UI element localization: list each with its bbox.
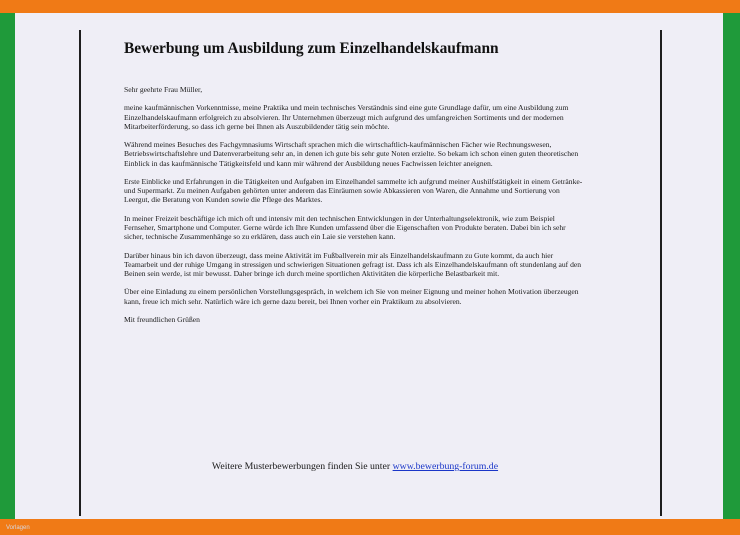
border-corner	[723, 519, 740, 535]
letter-title: Bewerbung um Ausbildung zum Einzelhandelskaufmann	[124, 40, 499, 58]
paragraph-intro: meine kaufmännischen Vorkenntnisse, meine Praktika und mein technisches Verständnis sind eine gute Grundlage dafür, um eine Ausbildung zum Einzelhandelskaufmann erfolgreich zu absolvieren. Ihr Unternehmen überzeugt mich aufgrund des umfangreichen Sortiments und der modernen Mitarbeiterförderung, so dass ich gerne bei Ihnen als Auszubildender tätig sein möchte.	[124, 103, 569, 131]
right-margin-rule	[660, 30, 662, 516]
paragraph-school: Während meines Besuches des Fachgymnasiums Wirtschaft sprachen mich die wirtschaftlich-kaufmännischen Fächer wie Rechnungswesen, Betriebswirtschaftslehre und Datenverarbeitung sehr an, in denen ich gute bis sehr gute Noten erzielte. So bekam ich schon einen guten theoretischen Einblick in das kaufmännische Tätigkeitsfeld und kann mir während der Ausbildung neues Fachwissen leichter aneignen.	[124, 140, 579, 168]
left-margin-rule	[79, 30, 81, 516]
border-corner	[723, 0, 740, 13]
footer-note	[124, 461, 586, 472]
letter-body	[124, 85, 586, 333]
paragraph-sports: Darüber hinaus bin ich davon überzeugt, dass meine Aktivität im Fußballverein mir als Einzelhandelskaufmann zu Gute kommt, da auch hier Teamarbeit und der ruhige Umgang in stressigen und schwierigen Situationen gefragt ist. Dass ich als Einzelhandelskaufmann oft stundenlang auf den Beinen sein werde, ist mir bewusst. Daher bringe ich durch meine sportlichen Aktivitäten die körperliche Belastbarkeit mit.	[124, 250, 582, 278]
salutation: Sehr geehrte Frau Müller,	[124, 85, 203, 94]
paragraph-hobbies: In meiner Freizeit beschäftige ich mich oft und intensiv mit den technischen Entwicklungen in der Unterhaltungselektronik, wie zum Beispiel Fernseher, Smartphone und Computer. Gerne würde ich Ihre Kunden umfassend über die Eigenschaften von Produkte beraten. Dabei bin ich sehr sicher, technische Zusammenhänge so zu erklären, dass auch ein Laie sie verstehen kann.	[124, 213, 566, 242]
paragraph-experience: Erste Einblicke und Erfahrungen in die Tätigkeiten und Aufgaben im Einzelhandel sammelte ich aufgrund meiner Aushilfstätigkeit in einem Getränke- und Supermarkt. Zu meinen Aufgaben gehörten unter anderem das Einräumen sowie Abkassieren von Waren, die Annahme und Sortierung von Leergut, die Beratung von Kunden sowie die Pflege des Marktes.	[124, 176, 583, 205]
paragraph-invitation: Über eine Einladung zu einem persönlichen Vorstellungsgespräch, in welchem ich Sie von meiner Eignung und meiner hohen Motivation überzeugen kann, freue ich mich sehr. Natürlich wäre ich gerne dazu bereit, bei Ihnen vorher ein Praktikum zu absolvieren.	[124, 287, 579, 306]
border-corner	[0, 0, 15, 13]
footer-link[interactable]: www.bewerbung-forum.de	[392, 461, 499, 472]
footer-text: Weitere Musterbewerbungen finden Sie unter	[211, 461, 393, 472]
watermark: Vorlagen	[6, 525, 30, 531]
closing: Mit freundlichen Grüßen	[124, 314, 200, 324]
